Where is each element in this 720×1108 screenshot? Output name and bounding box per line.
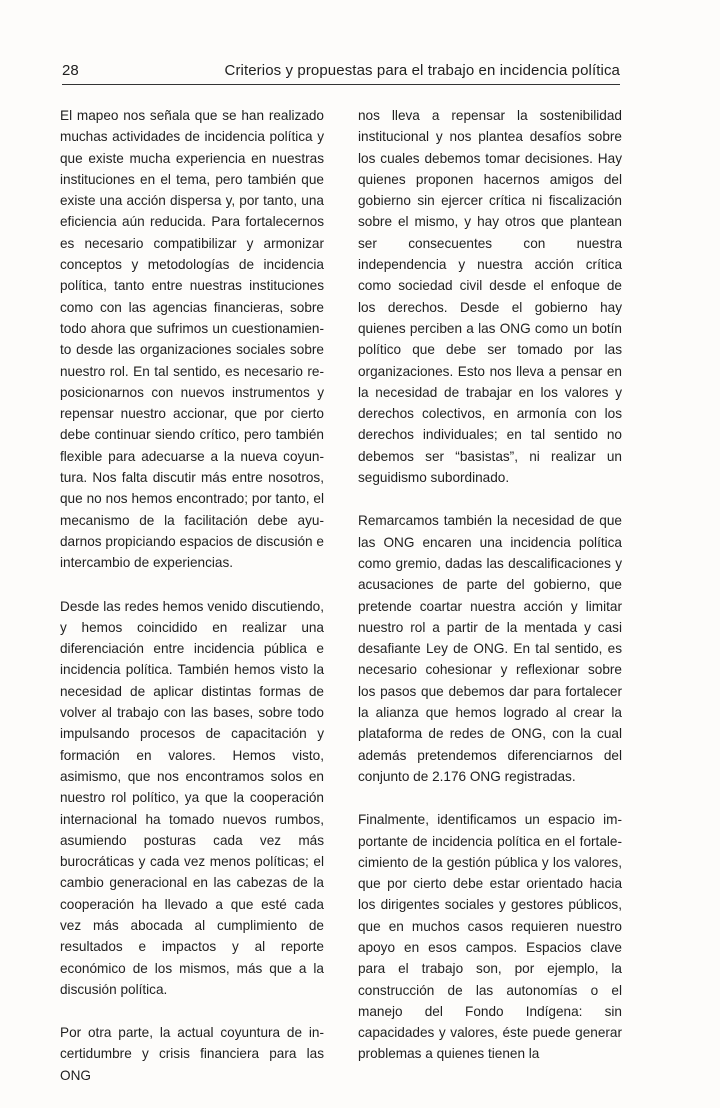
header-rule <box>62 84 620 85</box>
paragraph: Finalmente, identificamos un espacio importante de incidencia política en el fortalecimiento de la gestión pública y los valores, que por cierto debe estar orientado hacia los dirigentes sociales y gestores públicos, que en muchos casos requieren nuestro apoyo en esos campos. Espacios clave para el trabajo son, por ejemplo, la construcción de las autonomías o el manejo del Fondo Indígena: sin capacidades y valores, éste puede generar problemas a quienes tienen la <box>358 812 622 1062</box>
page-header <box>62 58 620 86</box>
paragraph: El mapeo nos señala que se han realizado muchas actividades de incidencia política y que existe mucha experiencia en nuestras instituciones en el tema, pero también que existe una acción dispersa y, por tanto, una eficiencia aún reducida. Para fortalecernos es necesario compatibilizar y armonizar conceptos y metodologías de incidencia política, tanto entre nuestras instituciones como con las agencias financieras, sobre todo ahora que sufrimos un cuestionamiento desde las organizaciones sociales sobre nuestro rol. En tal sentido, es necesario reposicionarnos con nuevos instrumentos y repensar nuestro accionar, que por cierto debe continuar siendo crítico, pero también flexible para adecuarse a la nueva coyuntura. Nos falta discutir más entre nosotros, que no nos hemos encontrado; por tanto, el mecanismo de la facilitación debe ayudarnos propiciando espacios de discusión e intercambio de experiencias. <box>60 108 324 571</box>
right-column <box>358 105 622 1087</box>
paragraph: nos lleva a repensar la sostenibilidad institucional y nos plantea desafíos sobre los cuales debemos tomar decisiones. Hay quienes proponen hacernos amigos del gobierno sin ejercer crítica ni fiscalización sobre el mismo, y hay otros que plantean ser consecuentes con nuestra independencia y nuestra acción crítica como sociedad civil desde el enfoque de los derechos. Desde el gobierno hay quienes perciben a las ONG como un botín político que debe ser tomado por las organizaciones. Esto nos lleva a pensar en la necesidad de trabajar en los valores y derechos colectivos, en armonía con los derechos individuales; en tal sentido no debemos ser “basistas”, ni realizar un seguidismo subordinado. <box>358 108 622 486</box>
page-number: 28 <box>62 62 79 79</box>
paragraph: Remarcamos también la necesidad de que las ONG encaren una incidencia política como gremio, dadas las descalificaciones y acusaciones de parte del gobierno, que pretende coartar nuestra acción y limitar nuestro rol a partir de la mentada y casi desafiante Ley de ONG. En tal sentido, es necesario cohesionar y reflexionar sobre los pasos que debemos dar para fortalecer la alianza que hemos logrado al crear la plataforma de redes de ONG, con la cual además pretendemos diferenciarnos del conjunto de 2.176 ONG registradas. <box>358 513 622 784</box>
paragraph: Desde las redes hemos venido discutiendo, y hemos coincidido en realizar una diferenciación entre incidencia pública e incidencia política. También hemos visto la necesidad de aplicar distintas formas de volver al trabajo con las bases, sobre todo impulsando procesos de capacitación y formación en valores. Hemos visto, asimismo, que nos encontramos solos en nuestro rol político, ya que la cooperación internacional ha tomado nuevos rumbos, asumiendo posturas cada vez más burocráticas y cada vez menos políticas; el cambio generacional en las cabezas de la cooperación ha llevado a que esté cada vez más abocada al cumplimiento de resultados e impactos y al reporte económico de los mismos, más que a la discusión política. <box>60 598 324 997</box>
left-column <box>60 105 324 1108</box>
paragraph: Por otra parte, la actual coyuntura de incertidumbre y crisis financiera para las ONG <box>60 1025 324 1083</box>
running-title: Criterios y propuestas para el trabajo en incidencia política <box>224 62 620 79</box>
